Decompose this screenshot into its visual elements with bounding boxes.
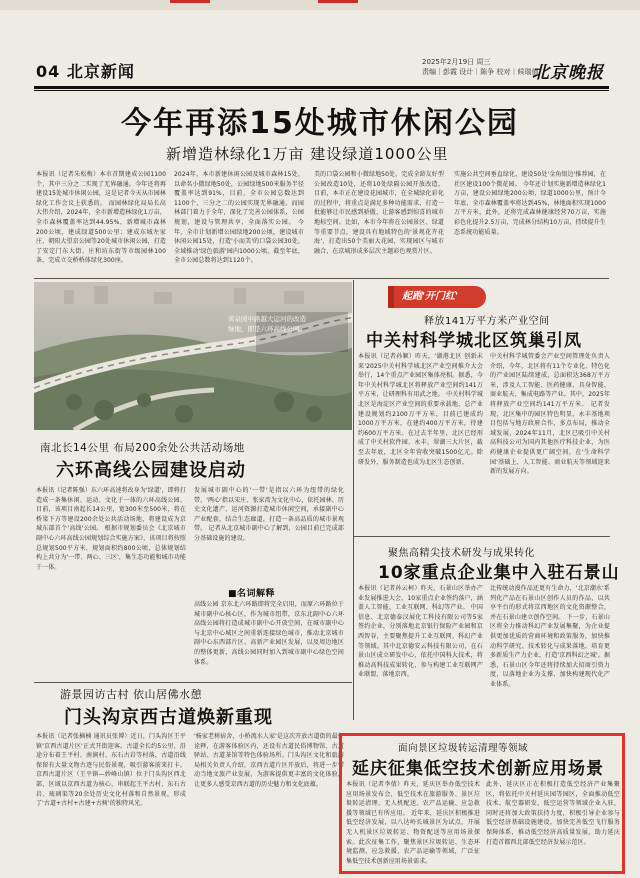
photo-caption: 黄泉园中路越大运河的改造绿地，即是六环高线公园。 bbox=[228, 315, 306, 333]
zgc-article-col-2: 中关村科学城管委会产业空间管理处负责人介绍，今年，北区将有11个专业化、特色化的产业园区陆续建成，总面积达368万平方米，涉及人工智能、医药健康、具身智能、商业航天、集成电路等产业。其中，2025年将释放产业空间约141万平方米。 记者发现，北区集中的园区特色明显，永丰基地项目包括与地方政府合作，多点布局，推动全域发展，2024年11月，北区已吸引中关村高科技公司为国内其他医疗科技企业，为医药健康企业提供更广阔空间，在'生命科学园'基础上，人工智能、商业航天等领域迎来新的发展方向。 bbox=[490, 353, 610, 476]
sixring-kicker: 南北长14公里 布局200余处公共活动场地 bbox=[40, 442, 245, 454]
header-rule-thin bbox=[34, 90, 609, 91]
section-divider bbox=[354, 536, 610, 537]
yanqing-kicker: 面向景区垃圾转运清理等领域 bbox=[398, 743, 529, 754]
lead-article-col-3: 美的口袋公园和小微绿地50处，完成全龄友好型公园改造10处，还将10处绿隔公园开放改造。 目前，本市正在建设花园城市，在全城绿化彩化的过程中，将重点是满足多种功能需求，打造一批能够让市民感到骄傲、让游客感到惊喜的城市地标空间。比如，本市今年将在公园景区、绿道等重要节点，建设具有地域特色的'景观花卉花海'，打造出50个美丽大花园，实现园区与城市融合，在京城形成多层次主题彩色观赏片区。 bbox=[314, 171, 444, 255]
column-divider bbox=[353, 280, 354, 720]
sixring-term-explain: 高线公园 京东北六环路即将完全启用，而原六环路位于城市副中心核心区，作为城市纽带，京东北副中心六环高线公园将打造成城市副中心开放空间，在城市副中心与北京中心城区之间重新连接绿色城市，推动北京城市副中心东西部片区、高新产业园区发展，以及周边地区的整体更新，高线公园同时加入到城市副中心绿色空间体系。 bbox=[194, 601, 344, 666]
sjs-kicker: 聚焦高精尖技术研发与成果转化 bbox=[388, 548, 535, 559]
sixring-article-col-2: 发展城市副中心的'一带'是指以六环为纽带的绿化带，'两心'指以宋庄、张家湾为文化中心，依托园林、历史文化遗产、运河资源打造城市休闲空间，承接副中心产业配套，结合生态廊道，打造一条高品质的城市景观带。 记者从北京城市副中心了解到，公园目前已完成部分基础设施的建设。 bbox=[194, 487, 344, 542]
sjs-article-col-1: 本报讯（记者孙云柯）昨天，石景山区举办产业发展推进大会，10家重点企业签约落户，涵盖人工智能、工业互联网、科幻等产业。 中国信息、北京德泰汉展化工科技有限公司等5家签约企业，分别落地北京银行保险产业园和京西智谷，主要聚焦提升工业互联网、科幻产业等领域。其中北京德安云科技有限公司，在石景山区成立研发中心，依托中国科大技术，将推动高科技成果转化，参与构建工业互联网产业联盟，落地京西。 bbox=[358, 585, 483, 679]
lead-article-col-2: 2024年，本市新建休闲公园及城市森林15处，以命名小微绿地50处，公园绿地500米服务半径覆盖率达到91%，目前，全市公园总数达到1100个，三分之二的公园实现无界融通。而园林部门着力于全年，深化了完善公园体系，公园规划，建设与管理共享，全面落实公园。 今年，全市计划新增公园绿地200公顷，建设城市休闲公园15处，打造'小而美'的口袋公园30处，全域推动'绿色旅游'园内1000公顷，截至年底，全市公园总数将达到1120个。 bbox=[174, 171, 304, 265]
mtg-headline: 门头沟京西古道焕新重现 bbox=[64, 707, 273, 728]
sixring-article-col-1: 本报讯（记者陈强）东六环高速将改身为'绿道'，即将打造成一条集休闲、运动、文化于一体的六环高线公园。目前，该项目南起长14公里，宽300米至500米，将在桥梁下方等建设200余处公共活动场地，将建设成为京城东部首个'高线'公园。 根据市规划委员会《北京城市副中心六环高线公园规划综合实施方案》，该项目将按照总规划500平方米，规划面积约800公顷，总体规划结构上共分为'一带、两心、三区'，集生态功能和城市功能于一体。 bbox=[36, 487, 186, 571]
sjs-article-col-2: 比传统动漫作品还更有生命力，'北京潮水'系列化产品在石景山区创作人员的作品，以共享平台的形式将京西地区的文化资源整合，并在石景山建立创作空间。 下一步，石景山区将全力推动科幻产业发展集聚，为企业提供更加优质的营商环境和政策服务，加快推动科学研究、技术转化与成果落地，培育更多新质生产力企业，打造'京西科幻之城'。据悉，石景山区今年还将持续加大招商引资力度，以落地企业为支撑，加快构建现代化产业体系。 bbox=[490, 585, 610, 688]
newspaper-logo: 北京晚报 bbox=[532, 63, 604, 83]
zgc-article-col-1: 本报讯（记者孙颖）昨天，'湖港北区 创新未来'2025中关村科学城北区产业空间推介大会举行，14个重点产业园区集体亮相。据悉，今年中关村科学城北区将释放产业空间约141万平方米，让研理科有用武之地。 中关村科学城北区是海淀区产业空间的重要承载地，总产业建设规划约2100万平方米，目前已建成约1000万平方米，在建约400万平方米，待建约600万平方米。在过去半年里，北区已经形成了中关村软件园、永丰、翠湖三大片区，截至去年底，北区全年营收突破1500亿元。除研发外，服务制造也成为北区生态创新。 bbox=[358, 353, 483, 466]
zgc-kicker: 释放141万平方米产业空间 bbox=[424, 316, 550, 327]
yanqing-article-col-1: 本报讯（记者李倩）昨天，延庆区举办低空技术应用场景发布会，低空技术在旅游服务、景区垃圾转运清理、无人机配送、农产品运输、应急救援等领域已有所应用。 近年来，延庆区积极推进低空经济发展，以八达岭长城景区为试点，开展无人机景区垃圾转运、物资配送等应用场景探索。此次征集工作，聚焦景区垃圾转运、生态环境监测、应急救援、农产品运输等领域，广泛征集低空技术创新应用场景需求。 bbox=[346, 781, 480, 865]
mtg-article-col-2: '杨家老树宿舍，小桥流水人家'是这次开放古道街的最好诠释，在游客体验区内，还设有古道民俗博物馆、古道驿站、古道茶馆等特色体验场所。门头沟区文化和旅游局相关负责人介绍，京西古道片区开放后，将进一步带动当地文旅产业发展，为游客提供更丰富的文化体验，让更多人感受京西古道的历史魅力和文化底蕴。 bbox=[194, 733, 344, 788]
yanqing-headline: 延庆征集低空技术创新应用场景 bbox=[352, 759, 604, 779]
mtg-article-col-1: 本报讯（记者张楠楠 通讯员张博）近日，门头沟区王平镇'京西古道片区'正式开街迎客。古道全长约5公里，沿途分布着王平村、南涧村、东石古岩等村落，古道沿线保留有大量文物古迹与民俗景观，吸引游客前来打卡。 京西古道片区（王平镇—妙峰山镇）位于门头沟区西北部，区域以京西古道为核心，串联起王平古村、东石古岩、琉璃渠等20余处历史文化村落和自然景观，形成了'古道+古村+古建+古树'的独特风光。 bbox=[36, 733, 186, 808]
main-headline: 今年再添15处城市休闲公园 bbox=[121, 106, 519, 141]
yanqing-article-col-2: 此外，延庆区正在积极打造低空经济产业集聚区，将依托中关村延庆园等园区，全面推动低空技术、航空器研发、低空运营等领域企业入驻，同时还将加大政策扶持力度，积极引导企业参与低空经济基础设施建设，加快完善低空飞行服务保障体系，推动低空经济高质量发展，助力延庆打造首都西北部低空经济发展示范区。 bbox=[486, 781, 620, 846]
aerial-photo bbox=[34, 282, 352, 430]
aerial-photo-illustration bbox=[34, 282, 352, 430]
section-label: 04 北京新闻 bbox=[36, 62, 135, 81]
main-subheadline: 新增造林绿化1万亩 建设绿道1000公里 bbox=[166, 145, 449, 163]
section-divider bbox=[34, 682, 352, 683]
sixring-headline: 六环高线公园建设启动 bbox=[56, 460, 246, 481]
term-explain-label: ■名词解释 bbox=[228, 589, 276, 599]
lead-article-col-4: 实施公共空间垂直绿化，建设50处'金角银边'推荐园，在社区建设100个微花园。 今年还计划实施新增造林绿化1万亩，建设公园绿地200公顷，绿道1000公里，预计今年底，全市森林覆盖率将达到45%，林地面积实现1000万平方米，此外，还将完成森林健康经营70万亩，实施彩色化提升2.5万亩，完成林分结构10万亩，持续提升生态系统功能质量。 bbox=[454, 171, 606, 236]
decor-dash bbox=[318, 0, 358, 3]
mtg-kicker: 游景园访古村 依山居佛水憩 bbox=[60, 688, 202, 701]
top-strip bbox=[0, 0, 640, 10]
sjs-headline: 10家重点企业集中入驻石景山 bbox=[378, 563, 620, 583]
page-header bbox=[0, 0, 640, 95]
zgc-headline: 中关村科学城北区筑巢引凤 bbox=[366, 331, 582, 351]
section-divider bbox=[34, 278, 609, 279]
date-line: 2025年2月19日 周三 bbox=[422, 58, 491, 66]
decor-dash bbox=[170, 0, 210, 3]
header-rule bbox=[34, 86, 609, 89]
lead-article-col-1: 本报讯（记者朱松梅）本市首期建成公园1100个，其中三分之二实现了无界融通。今年还将再建设15处城市休闲公园，这是记者今天从市园林绿化工作会议上获悉的。 而园林绿化局局长高大伟介绍，2024年，全市新增造林绿化1万亩，全市森林覆盖率达到44.95%，新增城市森林200公顷，建成绿道500公里；建成东城左家庄、朝阳大望京公园等20处城市休闲公园，打造了安定门东大街、庄和坊东街等市级园林100条，完成立交桥桥体绿化300座。 bbox=[36, 171, 166, 265]
editors-line: 责编｜彭霞 设计｜陈争 校对｜候瑞德 bbox=[422, 68, 539, 76]
date-info bbox=[422, 57, 538, 77]
start-strong-badge: 起跑'开门红' bbox=[388, 286, 486, 308]
